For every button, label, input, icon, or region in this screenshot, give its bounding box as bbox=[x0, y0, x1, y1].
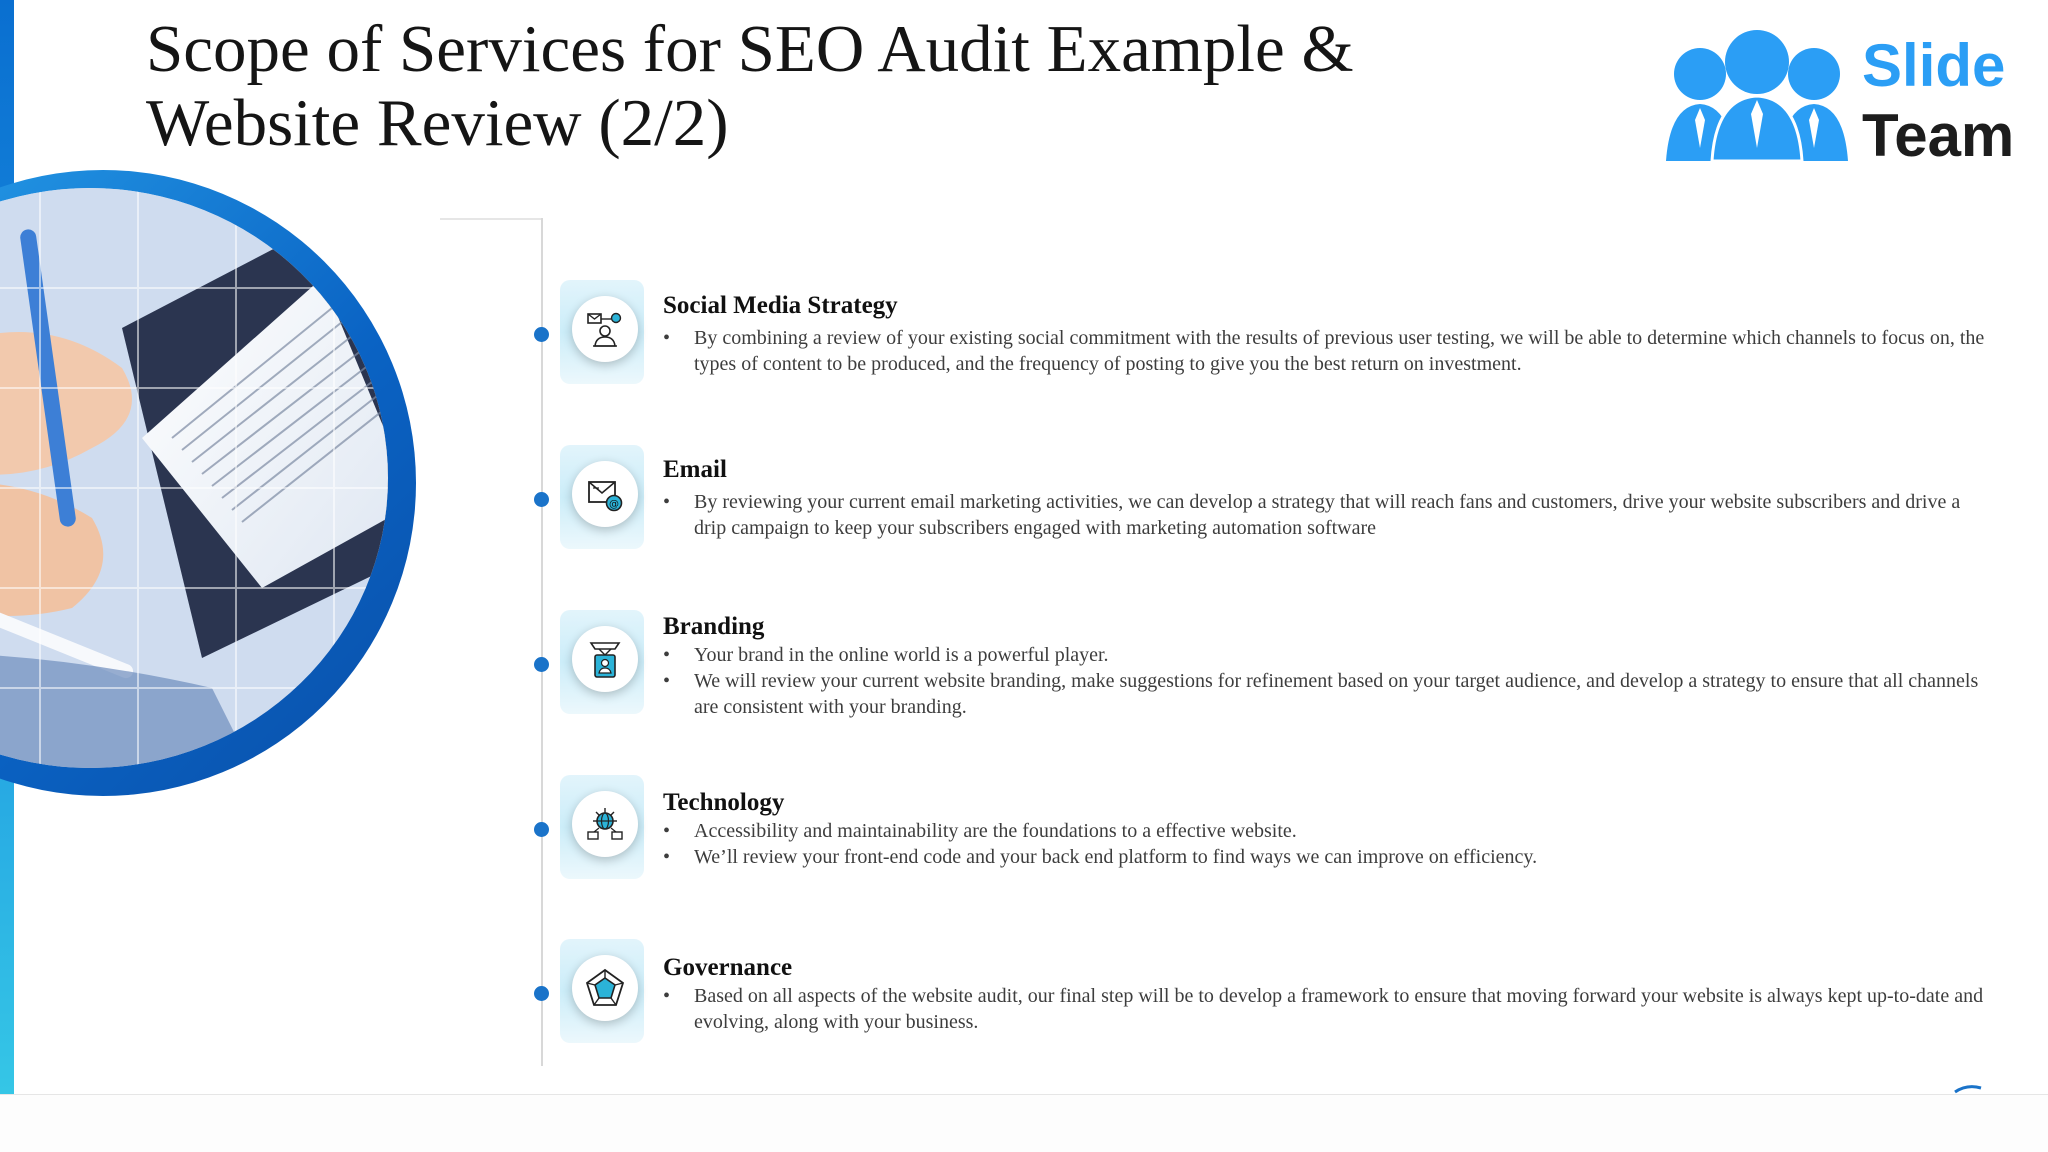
title-line-1: Scope of Services for SEO Audit Example & bbox=[146, 12, 1354, 86]
section-title: Email bbox=[663, 456, 727, 483]
team-people-icon bbox=[1662, 26, 1852, 166]
bullet-item: • Accessibility and maintainability are the foundations to a effective website. bbox=[663, 818, 1993, 844]
bullet-item: • Based on all aspects of the website audit, our final step will be to develop a framework to ensure that moving forward your website is always kept up-to-date and evolving, along with your business. bbox=[663, 983, 1993, 1035]
icon-circle bbox=[572, 461, 638, 527]
bullet-item: • By combining a review of your existing social commitment with the results of previous user testing, we will be able to determine which channels to focus on, the types of content to be produced, and the frequency of posting to give you the best return on investment. bbox=[663, 325, 1993, 377]
icon-circle bbox=[572, 296, 638, 362]
timeline-dot bbox=[534, 986, 549, 1001]
logo-word-slide: Slide bbox=[1862, 32, 2006, 99]
technology-network-icon bbox=[585, 804, 625, 844]
timeline-dot bbox=[534, 492, 549, 507]
bullet-item: • Your brand in the online world is a powerful player. bbox=[663, 642, 1993, 668]
bullet-item: • We will review your current website branding, make suggestions for refinement based on your target audience, and develop a strategy to ensure that all channels are consistent with your branding. bbox=[663, 668, 1993, 720]
timeline-dot bbox=[534, 327, 549, 342]
section-email bbox=[663, 455, 1993, 541]
section-title: Technology bbox=[663, 789, 785, 816]
bullet-item: • We’ll review your front-end code and your back end platform to find ways we can improve on efficiency. bbox=[663, 844, 1993, 870]
branding-badge-icon bbox=[585, 639, 625, 679]
timeline-dot bbox=[534, 822, 549, 837]
page-title bbox=[146, 12, 1446, 160]
section-icon-badge bbox=[560, 610, 644, 718]
section-title: Social Media Strategy bbox=[663, 292, 898, 319]
section-branding bbox=[663, 612, 1993, 720]
section-title: Branding bbox=[663, 613, 765, 640]
corner-swoosh-icon bbox=[1953, 1082, 1985, 1094]
section-social-media-strategy bbox=[663, 291, 1993, 377]
icon-circle bbox=[572, 626, 638, 692]
timeline-top-rule bbox=[440, 218, 542, 220]
bullet-item: • By reviewing your current email marketing activities, we can develop a strategy that will reach fans and customers, drive your website subscribers and drive a drip campaign to keep your subscribers engaged with marketing automation software bbox=[663, 489, 1993, 541]
section-icon-badge bbox=[560, 280, 644, 388]
section-technology bbox=[663, 788, 1993, 870]
icon-circle bbox=[572, 955, 638, 1021]
governance-pentagon-icon bbox=[584, 967, 626, 1009]
section-title: Governance bbox=[663, 954, 793, 981]
timeline-dot bbox=[534, 657, 549, 672]
title-line-2: Website Review (2/2) bbox=[146, 86, 729, 160]
social-media-user-icon bbox=[585, 309, 625, 349]
timeline-line bbox=[541, 218, 543, 1066]
section-icon-badge bbox=[560, 445, 644, 553]
svg-text:@: @ bbox=[609, 499, 619, 510]
section-governance bbox=[663, 953, 1993, 1035]
slideteam-logo bbox=[1662, 26, 2022, 169]
section-icon-badge bbox=[560, 939, 644, 1047]
email-envelope-icon bbox=[585, 474, 625, 514]
icon-circle bbox=[572, 791, 638, 857]
slide-bottom-area bbox=[0, 1094, 2048, 1152]
section-icon-badge bbox=[560, 775, 644, 883]
logo-word-team: Team bbox=[1862, 102, 2015, 169]
